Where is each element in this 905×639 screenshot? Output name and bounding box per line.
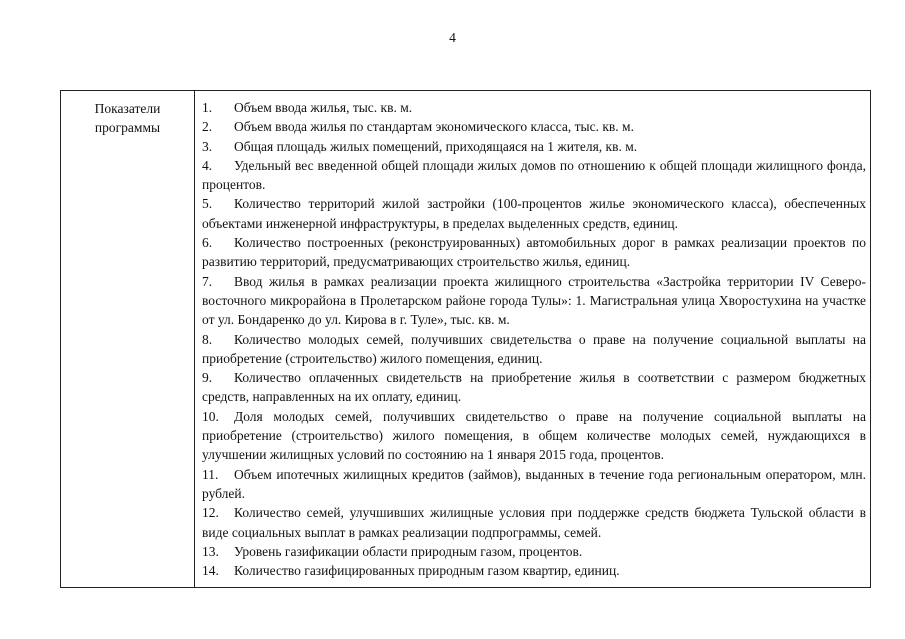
item-text: Количество территорий жилой застройки (100-процентов жилье экономического класса), обеспеченных объектами инженерной инфраструктуры, в пределах выделенных средств, единиц. <box>202 196 866 231</box>
item-text: Удельный вес введенной общей площади жилых домов по отношению к общей площади жилищного фонда, процентов. <box>202 157 866 193</box>
list-item <box>202 368 866 407</box>
list-item <box>202 407 866 465</box>
item-number: 3. <box>202 138 213 154</box>
item-number: 5. <box>202 196 213 212</box>
item-text: Количество семей, улучшивших жилищные условия при поддержке средств бюджета Тульской области в виде социальных выплат в рамках реализации подпрограммы, семей. <box>202 505 866 540</box>
page-number: 4 <box>449 30 456 45</box>
item-number: 4. <box>202 157 213 173</box>
item-text: Количество молодых семей, получивших свидетельства о праве на получение социальной выплаты на приобретение (строительство) жилого помещения, единиц. <box>202 331 866 366</box>
item-text: Количество газифицированных природным газом квартир, единиц. <box>234 563 620 579</box>
item-text: Доля молодых семей, получивших свидетельство о праве на получение социальной выплаты на приобретение (строительство) жилого помещения, в общем количестве молодых семей, нуждающихся в улучшении жилищных условий по состоянию на 1 января 2015 года, процентов. <box>202 408 866 463</box>
item-number: 7. <box>202 273 213 289</box>
item-number: 14. <box>202 563 219 579</box>
table-content-cell <box>195 91 870 587</box>
item-text: Уровень газификации области природным газом, процентов. <box>234 543 583 559</box>
list-item <box>202 330 866 369</box>
item-text: Объем ввода жилья по стандартам экономического класса, тыс. кв. м. <box>234 119 634 135</box>
item-number: 13. <box>202 543 219 559</box>
item-text: Объем ипотечных жилищных кредитов (займов), выданных в течение года региональным оператором, млн. рублей. <box>202 466 866 501</box>
list-item <box>202 233 866 272</box>
list-item <box>202 542 866 561</box>
list-item <box>202 465 866 504</box>
item-text: Количество построенных (реконструированных) автомобильных дорог в рамках реализации проектов по развитию территорий, предусматривающих строительство жилья, единиц. <box>202 235 866 270</box>
item-text: Ввод жилья в рамках реализации проекта жилищного строительства «Застройка территории IV Северо-восточного микрорайона в Пролетарском районе города Тулы»: 1. Магистральная улица Хворостухина на участке от ул. Бондаренко до ул. Кирова в г. Туле», тыс. кв. м. <box>202 273 866 328</box>
item-number: 2. <box>202 119 213 135</box>
list-item <box>202 156 866 195</box>
item-number: 8. <box>202 331 213 347</box>
item-number: 9. <box>202 370 213 386</box>
list-item <box>202 194 866 233</box>
list-item <box>202 272 866 330</box>
list-item <box>202 503 866 542</box>
list-item <box>202 561 866 580</box>
item-number: 6. <box>202 235 213 251</box>
item-number: 10. <box>202 408 219 424</box>
item-text: Количество оплаченных свидетельств на приобретение жилья в соответствии с размером бюджетных средств, направленных на их оплату, единиц. <box>202 370 866 405</box>
list-item <box>202 137 866 156</box>
item-text: Общая площадь жилых помещений, приходящаяся на 1 жителя, кв. м. <box>234 138 638 154</box>
item-number: 11. <box>202 466 219 482</box>
list-item <box>202 98 866 117</box>
item-number: 12. <box>202 505 219 521</box>
table-label-cell: Показатели программы <box>61 91 195 587</box>
item-number: 1. <box>202 100 213 115</box>
item-text: Объем ввода жилья, тыс. кв. м. <box>234 100 413 115</box>
list-item <box>202 117 866 136</box>
indicators-table <box>60 90 871 588</box>
